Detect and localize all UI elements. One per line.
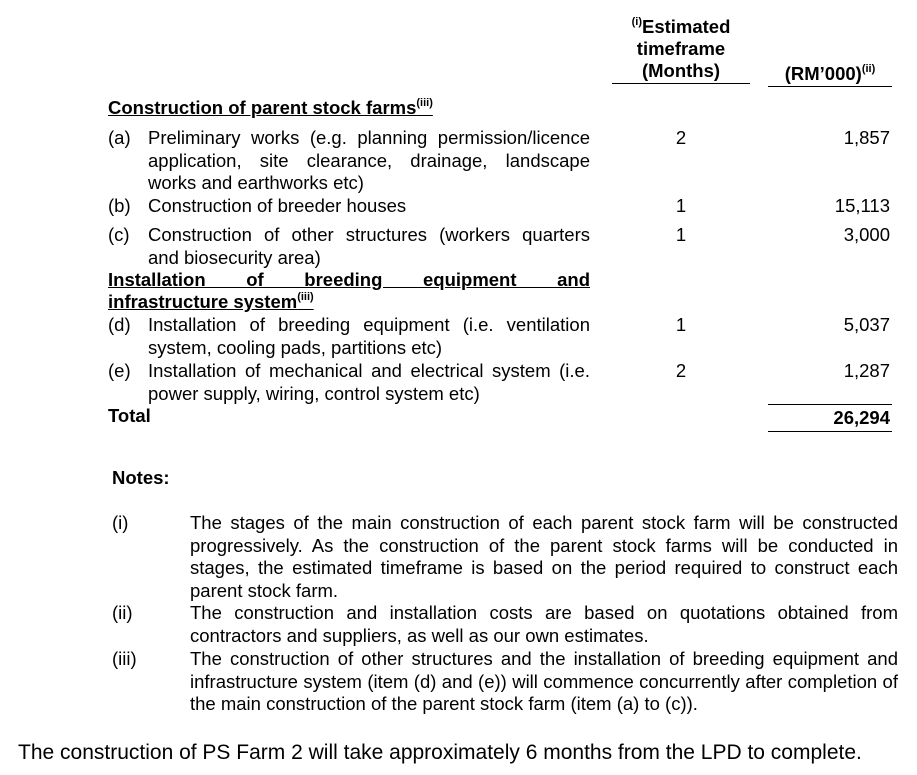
section-title-line2: infrastructure system — [108, 291, 298, 312]
timeframe-header-marker: (i) — [631, 16, 642, 28]
item-months: 2 — [675, 360, 687, 381]
note-number: (iii) — [112, 648, 137, 669]
timeframe-column-header — [612, 16, 750, 84]
item-cost: 3,000 — [843, 224, 890, 245]
total-top-rule — [768, 404, 892, 405]
cost-header-marker: (ii) — [861, 63, 876, 75]
item-cost: 5,037 — [843, 314, 890, 335]
item-months: 1 — [675, 195, 687, 216]
item-description: Installation of mechanical and electrical system (i.e. power supply, wiring, control system etc) — [148, 360, 590, 404]
total-bottom-rule — [768, 431, 892, 432]
item-description: Construction of breeder houses — [148, 195, 407, 216]
section-title-marker: (iii) — [416, 97, 433, 109]
item-months: 2 — [675, 127, 687, 148]
item-cost: 1,857 — [843, 127, 890, 148]
section-title-installation — [108, 269, 590, 313]
section-title-text: Construction of parent stock farms — [108, 97, 417, 118]
item-description: Preliminary works (e.g. planning permission/licence application, site clearance, drainage, landscape works and earthworks etc) — [148, 127, 590, 193]
item-letter: (c) — [108, 224, 130, 245]
note-number: (i) — [112, 512, 129, 533]
section-title-line1: Installation of breeding equipment and — [108, 269, 590, 290]
item-letter: (b) — [108, 195, 131, 216]
section-title-construction — [108, 97, 433, 119]
item-cost: 1,287 — [843, 360, 890, 381]
item-months: 1 — [675, 224, 687, 245]
item-description: Installation of breeding equipment (i.e. ventilation system, cooling pads, partitions etc) — [148, 314, 590, 358]
note-number: (ii) — [112, 602, 133, 623]
timeframe-header-line2: timeframe — [636, 38, 726, 59]
note-text: The construction of other structures and the installation of breeding equipment and infrastructure system (item (d) and (e)) will commence concurrently after completion of the main construction of the parent stock farm (item (a) to (c)). — [190, 648, 898, 714]
cost-column-header — [768, 63, 892, 87]
total-value: 26,294 — [833, 407, 890, 428]
cost-header-label: (RM’000) — [784, 63, 862, 84]
timeframe-header-line1: Estimated — [641, 16, 731, 37]
note-text: The stages of the main construction of each parent stock farm will be constructed progressively. As the construction of the parent stock farms will be conducted in stages, the estimated timeframe is based on the period required to construct each parent stock farm. — [190, 512, 898, 601]
section-title-marker: (iii) — [297, 291, 314, 303]
item-cost: 15,113 — [834, 195, 890, 216]
footer-statement: The construction of PS Farm 2 will take approximately 6 months from the LPD to complete. — [18, 741, 862, 764]
item-description: Construction of other structures (workers quarters and biosecurity area) — [148, 224, 590, 268]
note-text: The construction and installation costs are based on quotations obtained from contractors and suppliers, as well as our own estimates. — [190, 602, 898, 646]
item-letter: (a) — [108, 127, 131, 148]
item-months: 1 — [675, 314, 687, 335]
item-letter: (d) — [108, 314, 131, 335]
item-letter: (e) — [108, 360, 131, 381]
notes-title: Notes: — [112, 467, 170, 488]
timeframe-header-line3: (Months) — [641, 60, 721, 81]
total-label: Total — [108, 405, 151, 426]
